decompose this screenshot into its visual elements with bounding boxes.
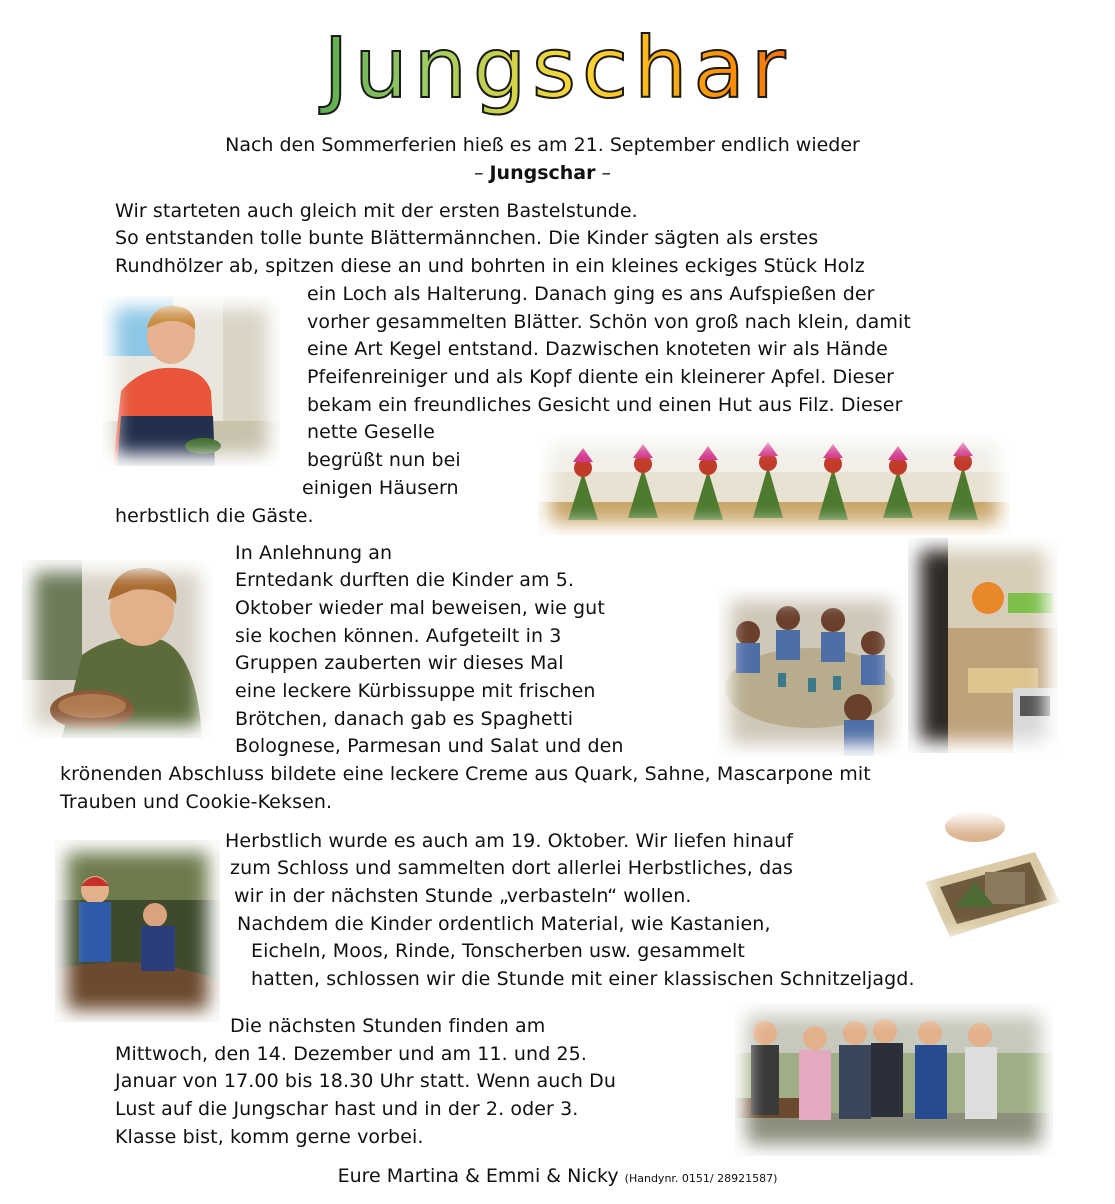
photo-group-outdoor [735, 1003, 1053, 1156]
section1-line: eine Art Kegel entstand. Dazwischen knoteten wir als Hände [307, 338, 888, 360]
section1-line: bekam ein freundliches Gesicht und einen Hut aus Filz. Dieser [307, 394, 903, 416]
signature-phone: (Handynr. 0151/ 28921587) [624, 1172, 778, 1185]
photo-craft-box [915, 812, 1065, 947]
photo-table-group [718, 588, 903, 756]
section3-line: hatten, schlossen wir die Stunde mit einer klassischen Schnitzeljagd. [251, 968, 915, 990]
section4-line: Mittwoch, den 14. Dezember und am 11. und 25. [115, 1043, 588, 1065]
section3-line: wir in der nächsten Stunde „verbasteln“ wollen. [234, 885, 692, 907]
page-title: Jungschar [0, 18, 1115, 118]
section4-line: Lust auf die Jungschar hast und in der 2. oder 3. [115, 1098, 579, 1120]
intro-dash-left: – [473, 162, 490, 184]
intro-heading [0, 159, 1085, 187]
section1-line: nette Geselle [307, 421, 435, 443]
section1-line: vorher gesammelten Blätter. Schön von groß nach klein, damit [307, 311, 911, 333]
section1-line: begrüßt nun bei [307, 449, 461, 471]
section1-line: einigen Häusern [302, 477, 459, 499]
photo-table-group-image [718, 588, 903, 756]
signature [0, 1163, 1115, 1192]
photo-forest-kids-image [55, 840, 220, 1022]
photo-group-outdoor-image [735, 1003, 1053, 1156]
section2-line: Bolognese, Parmesan und Salat und den [235, 735, 624, 757]
section3-line: Nachdem die Kinder ordentlich Material, wie Kastanien, [237, 913, 771, 935]
section1-line: ein Loch als Halterung. Danach ging es ans Aufspießen der [307, 283, 875, 305]
section3-line: Eicheln, Moos, Rinde, Tonscherben usw. gesammelt [251, 940, 745, 962]
section2-line: krönenden Abschluss bildete eine leckere Creme aus Quark, Sahne, Mascarpone mit [60, 763, 871, 785]
section1-line: So entstanden tolle bunte Blättermännchen. Die Kinder sägten als erstes [115, 227, 819, 249]
photo-craft-box-image [915, 812, 1065, 947]
section1-line: Rundhölzer ab, spitzen diese an und bohrten in ein kleines eckiges Stück Holz [115, 255, 865, 277]
photo-leaf-figures-image [538, 432, 1010, 535]
section2-line: Erntedank durften die Kinder am 5. [235, 569, 575, 591]
section4-line: Januar von 17.00 bis 18.30 Uhr statt. Wenn auch Du [115, 1070, 617, 1092]
section2-line: Oktober wieder mal beweisen, wie gut [235, 597, 605, 619]
section3-line: zum Schloss und sammelten dort allerlei Herbstliches, das [230, 857, 793, 879]
photo-boy-cooking-image [22, 560, 212, 738]
section3-line: Herbstlich wurde es auch am 19. Oktober. Wir liefen hinauf [225, 830, 794, 852]
section4-line: Klasse bist, komm gerne vorbei. [115, 1126, 424, 1148]
section2-line: In Anlehnung an [235, 542, 393, 564]
section2-line: Gruppen zauberten wir dieses Mal [235, 652, 564, 674]
section4-line: Die nächsten Stunden finden am [230, 1015, 546, 1037]
section2-line: sie kochen können. Aufgeteilt in 3 [235, 625, 562, 647]
intro-bold: Jungschar [489, 162, 596, 184]
section2-line: Brötchen, danach gab es Spaghetti [235, 708, 574, 730]
photo-kitchen-image [908, 538, 1058, 753]
photo-kitchen [908, 538, 1058, 753]
photo-boy-crafting-image [103, 296, 280, 466]
section1-line: Pfeifenreiniger und als Kopf diente ein kleinerer Apfel. Dieser [307, 366, 895, 388]
photo-boy-cooking [22, 560, 212, 738]
section2-line: Trauben und Cookie-Keksen. [60, 791, 333, 813]
intro-line: Nach den Sommerferien hieß es am 21. September endlich wieder [225, 134, 860, 156]
photo-forest-kids [55, 840, 220, 1022]
signature-names: Eure Martina & Emmi & Nicky [337, 1165, 619, 1187]
intro-dash-right: – [595, 162, 612, 184]
section1-line: herbstlich die Gäste. [115, 505, 314, 527]
section1-line: Wir starteten auch gleich mit der ersten Bastelstunde. [115, 200, 638, 222]
section2-line: eine leckere Kürbissuppe mit frischen [235, 680, 596, 702]
photo-leaf-figures [538, 432, 1010, 535]
photo-boy-crafting [103, 296, 280, 466]
